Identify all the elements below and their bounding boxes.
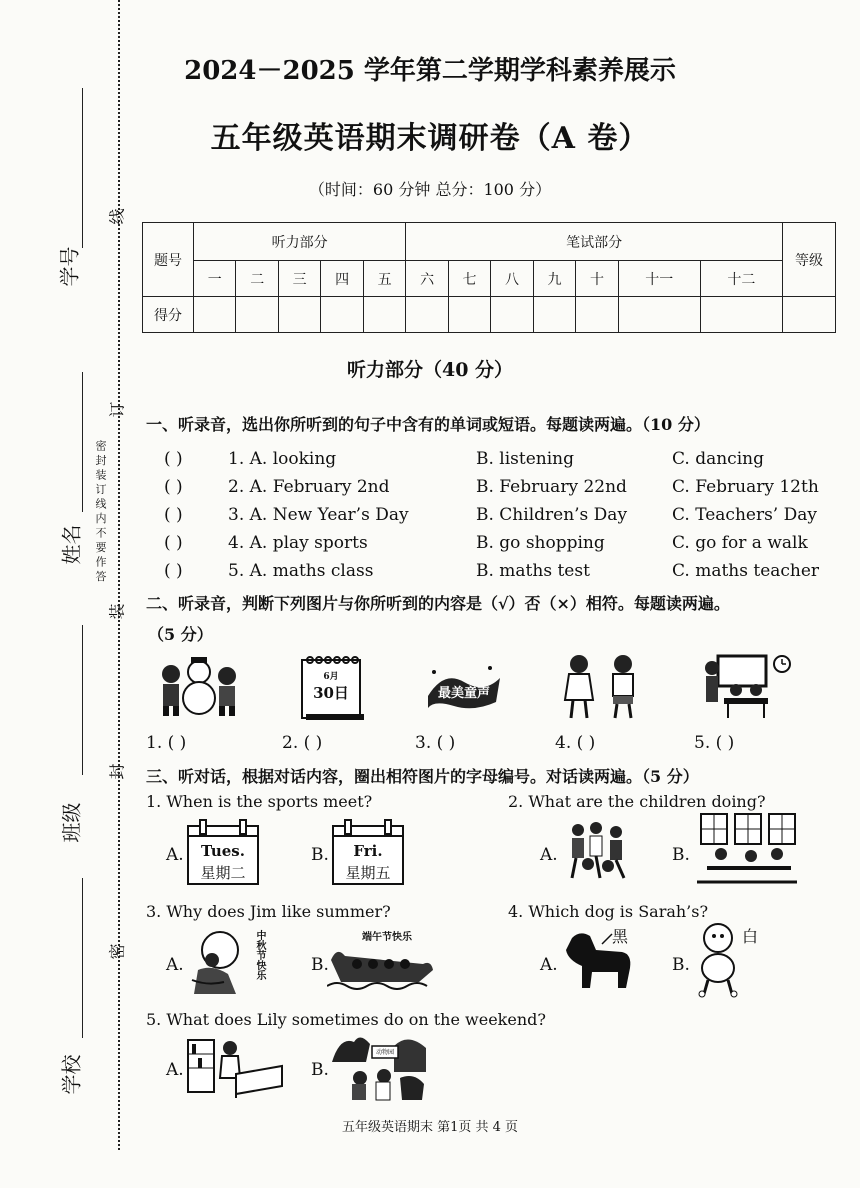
binding-dotted-line — [118, 0, 120, 1150]
option-a-label[interactable]: A. — [166, 955, 184, 975]
score-cell[interactable] — [406, 297, 448, 333]
option-a: 2. A. February 2nd — [228, 477, 390, 497]
binding-char-line: 线 — [107, 208, 127, 225]
part2-answer[interactable]: 1. ( ) — [146, 733, 187, 753]
part2-points: （5 分） — [148, 625, 213, 644]
binding-char-ding: 订 — [107, 401, 127, 418]
question-number: 三 — [278, 261, 320, 297]
exam-title-line2: 五年级英语期末调研卷（A 卷） — [210, 121, 650, 156]
listening-section-title: 听力部分（40 分） — [346, 359, 514, 381]
singing-logo-text: 最美童声 — [437, 686, 490, 701]
score-cell[interactable] — [576, 297, 618, 333]
score-cell[interactable] — [700, 297, 782, 333]
score-row1-label: 题号 — [143, 223, 194, 297]
binding-warning: 密 封 装 订 线 内 不 要 作 答 — [94, 440, 107, 582]
mid-autumn-picture[interactable] — [188, 930, 268, 998]
question-number: 二 — [236, 261, 278, 297]
listening-part-header: 听力部分 — [194, 223, 406, 261]
zoo-sign: 动物园 — [375, 1049, 394, 1056]
dragon-boat-picture[interactable] — [327, 928, 435, 990]
question-number: 九 — [533, 261, 575, 297]
grade-header: 等级 — [783, 223, 836, 297]
question-number: 八 — [491, 261, 533, 297]
score-cell[interactable] — [321, 297, 363, 333]
question-number: 十 — [576, 261, 618, 297]
option-a: 1. A. looking — [228, 449, 337, 469]
part3-question-5: 5. What does Lily sometimes do on the weekend? — [146, 1010, 546, 1029]
writing-part-header: 笔试部分 — [406, 223, 783, 261]
option-a: 4. A. play sports — [228, 533, 368, 553]
option-c: C. dancing — [672, 449, 764, 469]
option-b: B. Children’s Day — [476, 505, 628, 525]
part3-question-3: 3. Why does Jim like summer? — [146, 902, 391, 921]
score-cell[interactable] — [363, 297, 405, 333]
part3-question-2: 2. What are the children doing? — [508, 792, 766, 811]
name-label: 姓名 — [59, 524, 84, 565]
children-playing-picture[interactable] — [566, 820, 632, 882]
answer-bracket[interactable]: ( ) — [164, 477, 183, 497]
option-b-label[interactable]: B. — [672, 845, 690, 865]
option-a: 5. A. maths class — [228, 561, 374, 581]
option-a-label[interactable]: A. — [540, 845, 558, 865]
option-b: B. maths test — [476, 561, 590, 581]
option-c: C. maths teacher — [672, 561, 820, 581]
kids-snowman-picture — [155, 652, 243, 720]
option-c: C. go for a walk — [672, 533, 808, 553]
class-underline — [82, 625, 83, 775]
option-b-label[interactable]: B. — [311, 845, 329, 865]
score-cell[interactable] — [491, 297, 533, 333]
two-kids-picture — [557, 652, 647, 722]
day-card-b-cn: 星期五 — [345, 864, 391, 882]
day-card-a[interactable] — [186, 818, 260, 886]
option-a-label[interactable]: A. — [166, 1060, 184, 1080]
part2-answer[interactable]: 5. ( ) — [694, 733, 735, 753]
score-cell[interactable] — [533, 297, 575, 333]
question-number: 一 — [194, 261, 236, 297]
exam-subtitle: （时间：60 分钟 总分：100 分） — [308, 180, 552, 199]
name-underline — [82, 372, 83, 512]
binding-char-zhuang: 装 — [107, 603, 127, 620]
question-number: 五 — [363, 261, 405, 297]
grade-cell[interactable] — [783, 297, 836, 333]
option-a: 3. A. New Year’s Day — [228, 505, 409, 525]
calendar-day: 30日 — [313, 684, 349, 702]
option-b-label[interactable]: B. — [311, 955, 329, 975]
student-id-underline — [82, 88, 83, 248]
question-number: 六 — [406, 261, 448, 297]
calendar-month: 6月 — [323, 672, 339, 682]
mid-autumn-text: 中秋节快乐 — [254, 930, 265, 980]
score-cell[interactable] — [194, 297, 236, 333]
score-cell[interactable] — [236, 297, 278, 333]
part3-heading: 三、听对话，根据对话内容，圈出相符图片的字母编号。对话读两遍。（5 分） — [146, 767, 699, 786]
day-card-b[interactable] — [331, 818, 405, 886]
dragon-boat-text: 端午节快乐 — [362, 932, 412, 943]
option-b: B. go shopping — [476, 533, 605, 553]
part3-question-4: 4. Which dog is Sarah’s? — [508, 902, 709, 921]
option-b: B. listening — [476, 449, 575, 469]
binding-char-mi: 密 — [107, 943, 127, 960]
school-label: 学校 — [59, 1054, 84, 1095]
answer-bracket[interactable]: ( ) — [164, 505, 183, 525]
part1-heading: 一、听录音，选出你所听到的句子中含有的单词或短语。每题读两遍。（10 分） — [146, 415, 710, 434]
option-c: C. Teachers’ Day — [672, 505, 817, 525]
answer-bracket[interactable]: ( ) — [164, 449, 183, 469]
question-number: 十一 — [618, 261, 700, 297]
day-card-a-en: Tues. — [201, 842, 245, 860]
white-poodle-picture[interactable] — [692, 920, 748, 998]
part2-heading: 二、听录音，判断下列图片与你所听到的内容是（√）否（×）相符。每题读两遍。 — [146, 594, 730, 613]
question-number: 四 — [321, 261, 363, 297]
singing-logo-picture — [424, 662, 502, 714]
day-card-a-cn: 星期二 — [200, 864, 246, 882]
part2-answer[interactable]: 3. ( ) — [415, 733, 456, 753]
option-a-label[interactable]: A. — [540, 955, 558, 975]
score-table — [142, 222, 836, 333]
girl-cleaning-room-picture[interactable] — [184, 1034, 284, 1100]
school-underline — [82, 878, 83, 1038]
exam-title-line1: 2024－2025 学年第二学期学科素养展示 — [184, 56, 676, 86]
question-number: 七 — [448, 261, 490, 297]
part2-answer[interactable]: 2. ( ) — [282, 733, 323, 753]
page-footer: 五年级英语期末 第1页 共 4 页 — [341, 1120, 519, 1135]
class-label: 班级 — [59, 802, 84, 843]
day-card-b-en: Fri. — [353, 842, 383, 860]
option-b-label[interactable]: B. — [672, 955, 690, 975]
option-b-label[interactable]: B. — [311, 1060, 329, 1080]
classroom-windows-picture[interactable] — [697, 812, 797, 884]
part3-question-1: 1. When is the sports meet? — [146, 792, 373, 811]
answer-bracket[interactable]: ( ) — [164, 561, 183, 581]
black-label: 黑 — [612, 927, 629, 946]
calendar-picture — [300, 652, 364, 722]
white-label: 白 — [742, 927, 759, 946]
score-cell[interactable] — [448, 297, 490, 333]
score-cell[interactable] — [618, 297, 700, 333]
classroom-clock-picture — [702, 652, 794, 720]
binding-char-feng: 封 — [107, 763, 127, 780]
option-a-label[interactable]: A. — [166, 845, 184, 865]
option-c: C. February 12th — [672, 477, 819, 497]
score-row2-label: 得分 — [143, 297, 194, 333]
option-b: B. February 22nd — [476, 477, 627, 497]
part2-answer[interactable]: 4. ( ) — [555, 733, 596, 753]
question-number: 十二 — [700, 261, 782, 297]
student-id-label: 学号 — [57, 246, 82, 287]
answer-bracket[interactable]: ( ) — [164, 533, 183, 553]
zoo-picture[interactable] — [330, 1032, 430, 1102]
score-cell[interactable] — [278, 297, 320, 333]
